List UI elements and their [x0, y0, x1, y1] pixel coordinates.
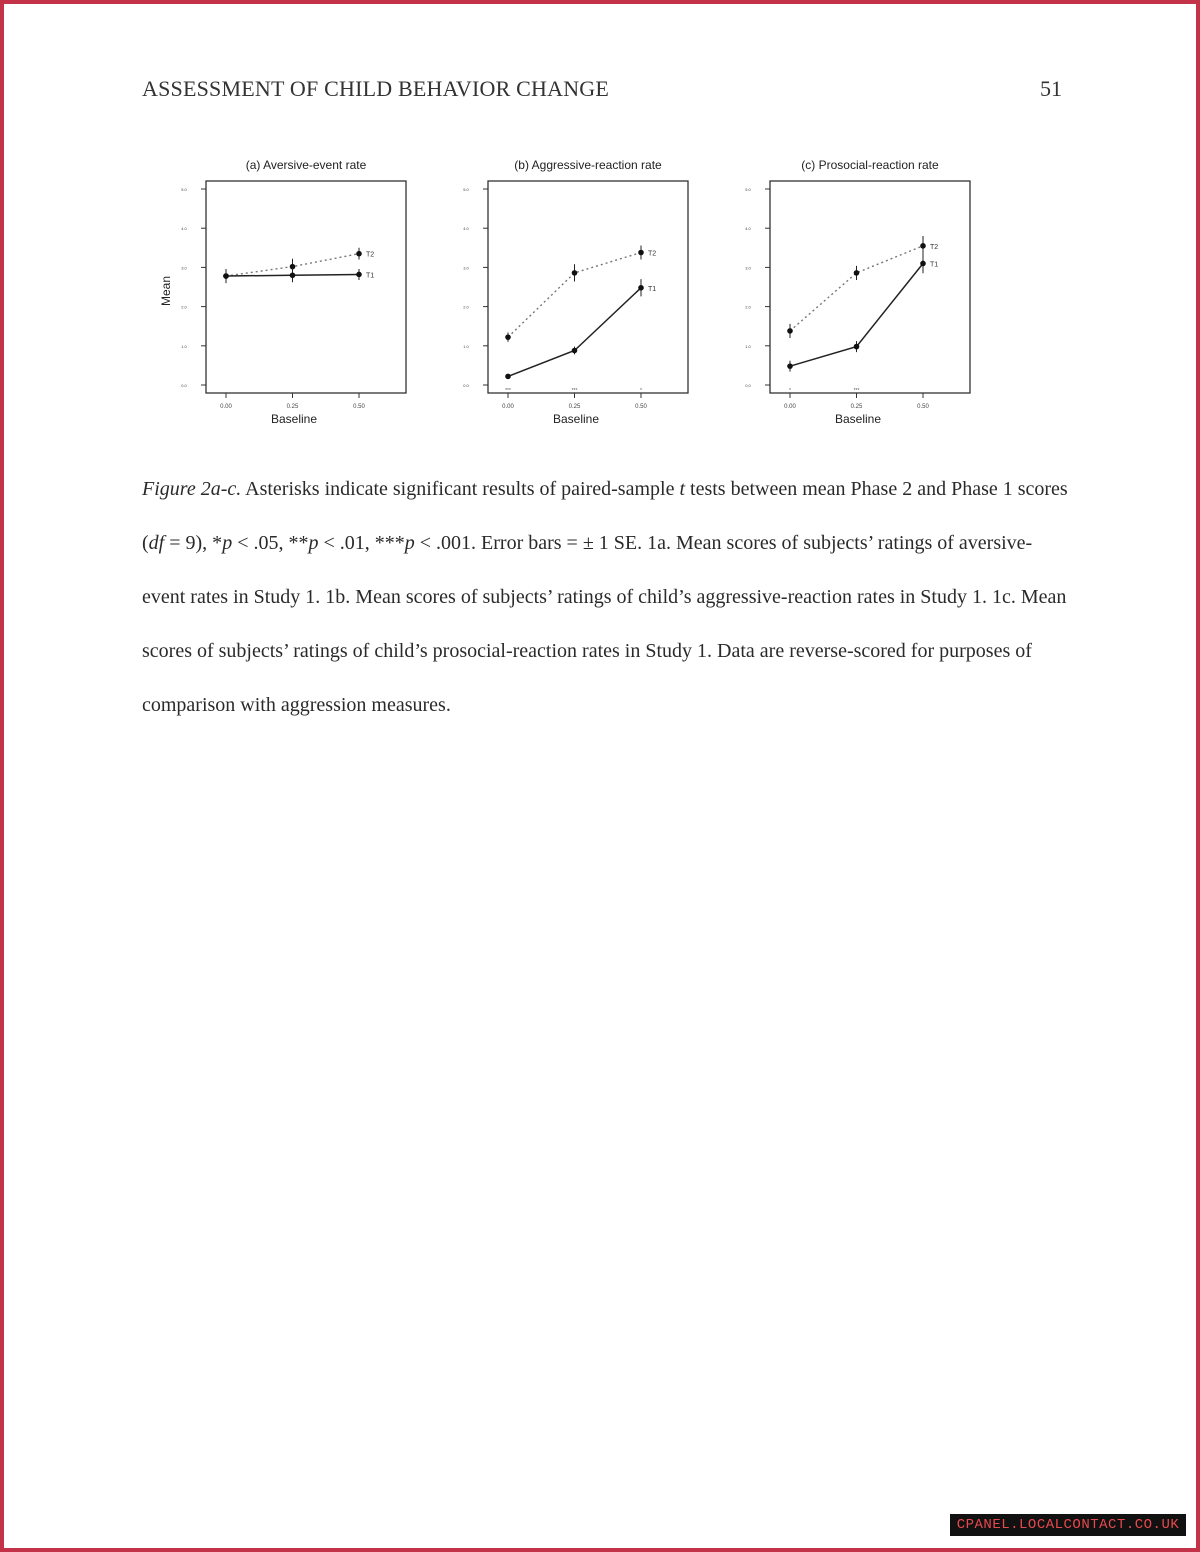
caption-text-6: < .001. Error bars = ± 1 SE. 1a. Mean scores of subjects’ ratings of aversive-event rates in Study 1. 1b. Mean scores of subjects’ ratings of child’s aggressive-reaction rates in Study 1. 1c. Mean scores of subjects’ ratings of child’s prosocial-reaction rates in Study 1. Data are reverse-scored for purposes of comparison with aggression measures.: [142, 532, 1067, 716]
series-end-label: T2: [648, 250, 657, 258]
panel-title: (a) Aversive-event rate: [245, 158, 367, 172]
series-end-label: T2: [366, 251, 375, 259]
data-point: [505, 374, 511, 380]
series-end-label: T1: [648, 285, 657, 293]
caption-text-2: tests between mean Phase 2 and Phase 1 scores (: [142, 478, 1068, 554]
y-tick-label: 3.0: [463, 265, 469, 271]
chart-panel-3: [745, 158, 970, 426]
data-point: [356, 272, 362, 278]
y-tick-label: 0.0: [181, 383, 187, 388]
figure-2-panels: [144, 149, 984, 439]
y-tick-label: 2.0: [463, 304, 469, 310]
significance-marker: *: [789, 388, 791, 394]
caption-text-4: < .05, **: [232, 532, 309, 554]
data-point: [854, 344, 860, 350]
y-tick-label: 1.0: [463, 343, 469, 349]
y-tick-label: 0.0: [745, 383, 751, 388]
data-point: [572, 348, 578, 354]
data-point: [505, 334, 511, 340]
x-tick-label: 0.00: [784, 404, 796, 410]
x-tick-label: 0.50: [917, 404, 929, 410]
data-point: [638, 250, 644, 256]
watermark: CPANEL.LOCALCONTACT.CO.UK: [950, 1514, 1186, 1536]
plot-frame: [770, 181, 970, 393]
series-end-label: T1: [930, 261, 939, 269]
page-number: 51: [1040, 76, 1062, 101]
plot-frame: [488, 181, 688, 393]
series-end-label: T2: [930, 243, 939, 251]
y-tick-label: 5.0: [745, 187, 751, 192]
data-point: [920, 261, 926, 267]
data-point: [920, 243, 926, 249]
data-point: [290, 272, 296, 278]
significance-marker: ***: [505, 388, 511, 394]
x-tick-label: 0.00: [220, 404, 232, 410]
data-point: [787, 328, 793, 334]
figure-label: Figure 2a-c.: [142, 478, 242, 500]
y-tick-label: 5.0: [181, 187, 187, 192]
caption-p-b: p: [308, 532, 319, 554]
panel-title: (c) Prosocial-reaction rate: [801, 158, 939, 172]
running-header: [142, 76, 1062, 106]
caption-t: t: [679, 478, 686, 500]
data-point: [787, 363, 793, 369]
y-tick-label: 1.0: [181, 343, 187, 349]
y-tick-label: 1.0: [745, 343, 751, 349]
x-tick-label: 0.25: [568, 404, 581, 410]
significance-marker: ***: [853, 388, 860, 394]
running-title: ASSESSMENT OF CHILD BEHAVIOR CHANGE: [142, 76, 610, 101]
caption-p-a: p: [222, 532, 233, 554]
x-tick-label: 0.50: [635, 404, 647, 410]
y-tick-label: 5.0: [463, 187, 469, 192]
y-tick-label: 4.0: [745, 226, 751, 232]
caption-p-c: p: [404, 532, 415, 554]
data-point: [854, 270, 860, 276]
caption-text-3: = 9), *: [164, 532, 223, 554]
chart-panel-1: [159, 158, 406, 426]
x-tick-label: 0.50: [353, 404, 365, 410]
series-end-label: T1: [366, 272, 375, 280]
y-tick-label: 3.0: [181, 265, 187, 271]
x-axis-label: Baseline: [270, 412, 318, 426]
y-tick-label: 4.0: [181, 226, 187, 232]
x-axis-label: Baseline: [552, 412, 600, 426]
x-axis-label: Baseline: [834, 412, 882, 426]
data-point: [356, 251, 362, 257]
y-tick-label: 3.0: [745, 265, 751, 271]
document-page: [4, 4, 1196, 1548]
y-tick-label: 0.0: [463, 383, 469, 388]
y-axis-label: Mean: [159, 275, 173, 307]
data-point: [223, 273, 229, 279]
significance-marker: ***: [571, 388, 578, 394]
plot-frame: [206, 181, 406, 393]
caption-df: df: [148, 532, 165, 554]
series-line-t1: [508, 288, 641, 377]
panel-title: (b) Aggressive-reaction rate: [514, 158, 662, 172]
significance-marker: *: [640, 388, 642, 394]
caption-text-1: Asterisks indicate significant results of paired-sample: [241, 478, 680, 500]
x-tick-label: 0.00: [502, 404, 514, 410]
caption-text-5: < .01, ***: [318, 532, 405, 554]
chart-panel-2: [463, 158, 688, 426]
y-tick-label: 4.0: [463, 226, 469, 232]
y-tick-label: 2.0: [745, 304, 751, 310]
y-tick-label: 2.0: [181, 304, 187, 310]
x-tick-label: 0.25: [286, 404, 299, 410]
figure-caption: [142, 462, 1072, 732]
data-point: [572, 270, 578, 276]
x-tick-label: 0.25: [850, 404, 863, 410]
data-point: [638, 285, 644, 291]
